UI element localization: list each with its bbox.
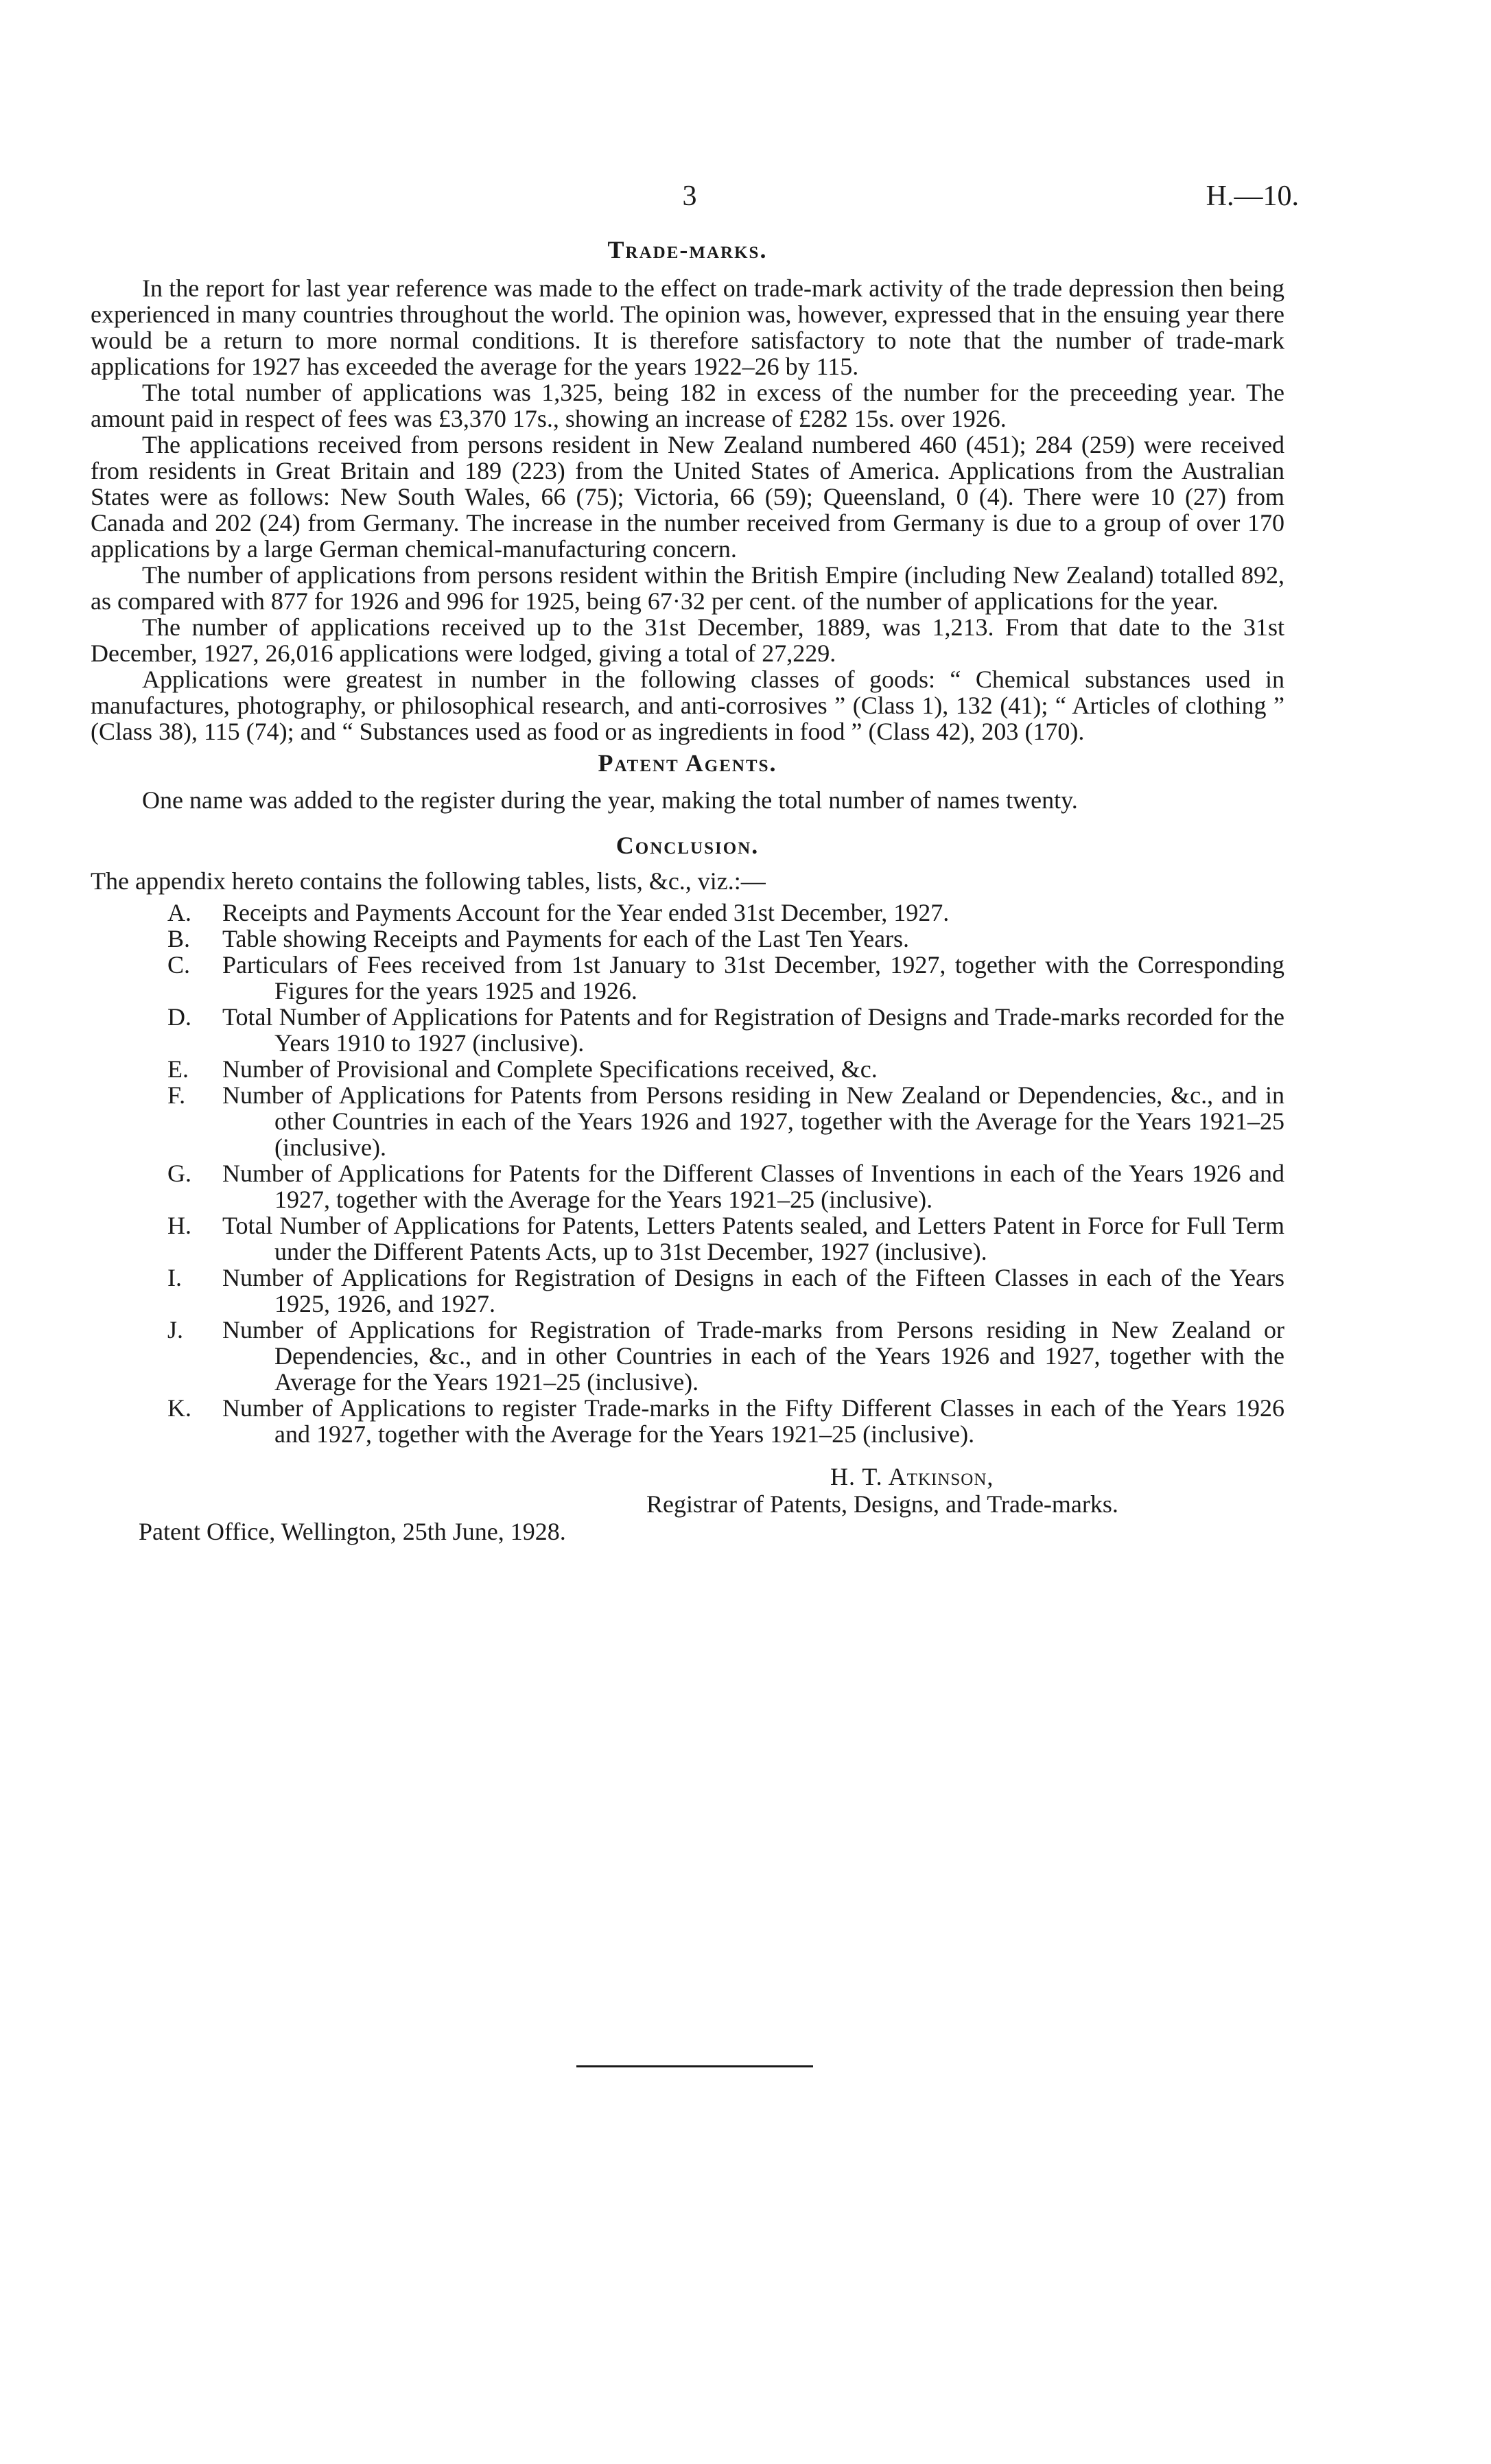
appendix-letter: B. xyxy=(167,925,191,952)
appendix-letter: D. xyxy=(167,1003,191,1031)
trade-marks-paragraph-3: The applications received from persons resident in New Zealand numbered 460 (451); 284 (259) were received from residents in Great Britain and 189 (223) from the United States of America. Applications from the Australian States were as follows: New South Wales, 66 (75); Victoria, 66 (59); Queensland, 0 (4). There were 10 (27) from Canada and 202 (24) from Germany. The increase in the number received from Germany is due to a group of over 170 applications by a large German chemical-manufacturing concern. xyxy=(91,431,1284,563)
document-body xyxy=(91,237,1284,1546)
appendix-item-d xyxy=(91,1004,1284,1056)
trade-marks-paragraph-2: The total number of applications was 1,325, being 182 in excess of the number for the preceeding year. The amount paid in respect of fees was £3,370 17s., showing an increase of £282 15s. over 1926. xyxy=(91,379,1284,432)
appendix-text: Number of Provisional and Complete Specifications received, &c. xyxy=(222,1055,878,1083)
trade-marks-section xyxy=(91,275,1284,744)
signature-block xyxy=(91,1464,1284,1546)
appendix-letter: H. xyxy=(167,1212,191,1239)
appendix-item-h xyxy=(91,1212,1284,1265)
appendix-letter: A. xyxy=(167,899,191,926)
appendix-letter: C. xyxy=(167,951,191,978)
trade-marks-paragraph-6: Applications were greatest in number in the following classes of goods: “ Chemical substances used in manufactures, photography, or philosophical research, and anti-corrosives ” (Class 1), 132 (41); “ Articles of clothing ” (Class 38), 115 (74); and “ Substances used as food or as ingredients in food ” (Class 42), 203 (170). xyxy=(91,666,1284,745)
appendix-letter: F. xyxy=(167,1081,186,1109)
appendix-text: Receipts and Payments Account for the Year ended 31st December, 1927. xyxy=(222,899,950,926)
appendix-item-c xyxy=(91,952,1284,1004)
appendix-list xyxy=(91,900,1284,1447)
appendix-text: Total Number of Applications for Patents, Letters Patents sealed, and Letters Patent in Force for Full Term under the Different Patents Acts, up to 31st December, 1927 (inclusive). xyxy=(222,1212,1284,1265)
page-number: 3 xyxy=(682,180,697,212)
appendix-letter: E. xyxy=(167,1055,189,1083)
appendix-text: Number of Applications for Registration of Trade-marks from Persons residing in New Zealand or Dependencies, &c., and in other Countries in each of the Years 1926 and 1927, together with the Average for the Years 1921–25 (inclusive). xyxy=(222,1316,1284,1396)
trade-marks-paragraph-1: In the report for last year reference was made to the effect on trade-mark activity of the trade depression then being experienced in many countries throughout the world. The opinion was, however, expressed that in the ensuing year there would be a return to more normal conditions. It is therefore satisfactory to note that the number of trade-mark applications for 1927 has exceeded the average for the years 1922–26 by 115. xyxy=(91,274,1284,380)
appendix-text: Number of Applications for Registration of Designs in each of the Fifteen Classes in each of the Years 1925, 1926, and 1927. xyxy=(222,1264,1284,1317)
trade-marks-paragraph-4: The number of applications from persons resident within the British Empire (including New Zealand) totalled 892, as compared with 877 for 1926 and 996 for 1925, being 67·32 per cent. of the number of applications for the year. xyxy=(91,561,1284,615)
document-reference: H.—10. xyxy=(1206,180,1299,212)
appendix-letter: I. xyxy=(167,1264,182,1291)
trade-marks-heading: Trade-marks. xyxy=(607,236,768,263)
appendix-item-a xyxy=(91,900,1284,926)
signatory-title: Registrar of Patents, Designs, and Trade-marks. xyxy=(646,1490,1118,1518)
place-and-date: Patent Office, Wellington, 25th June, 1928. xyxy=(139,1518,566,1545)
appendix-letter: K. xyxy=(167,1394,191,1422)
closing-rule xyxy=(576,2065,813,2067)
appendix-text: Number of Applications to register Trade-marks in the Fifty Different Classes in each of the Years 1926 and 1927, together with the Average for the Years 1921–25 (inclusive). xyxy=(222,1394,1284,1448)
appendix-text: Number of Applications for Patents from Persons residing in New Zealand or Dependencies, &c., and in other Countries in each of the Years 1926 and 1927, together with the Average for the Years 1921–25 (inclusive). xyxy=(222,1081,1284,1161)
appendix-text: Table showing Receipts and Payments for each of the Last Ten Years. xyxy=(222,925,910,952)
appendix-item-k xyxy=(91,1395,1284,1447)
appendix-item-f xyxy=(91,1082,1284,1160)
appendix-item-j xyxy=(91,1317,1284,1395)
appendix-item-i xyxy=(91,1265,1284,1317)
appendix-text: Particulars of Fees received from 1st January to 31st December, 1927, together with the Corresponding Figures for the years 1925 and 1926. xyxy=(222,951,1284,1005)
appendix-text: Number of Applications for Patents for the Different Classes of Inventions in each of the Years 1926 and 1927, together with the Average for the Years 1921–25 (inclusive). xyxy=(222,1160,1284,1213)
appendix-item-e xyxy=(91,1056,1284,1082)
appendix-letter: G. xyxy=(167,1160,191,1187)
appendix-item-g xyxy=(91,1160,1284,1212)
patent-agents-paragraph: One name was added to the register during the year, making the total number of names twenty. xyxy=(142,786,1078,814)
trade-marks-paragraph-5: The number of applications received up to the 31st December, 1889, was 1,213. From that date to the 31st December, 1927, 26,016 applications were lodged, giving a total of 27,229. xyxy=(91,613,1284,667)
conclusion-intro: The appendix hereto contains the following tables, lists, &c., viz.:— xyxy=(91,867,766,895)
appendix-text: Total Number of Applications for Patents and for Registration of Designs and Trade-marks recorded for the Years 1910 to 1927 (inclusive). xyxy=(222,1003,1284,1057)
conclusion-heading: Conclusion. xyxy=(615,832,760,859)
appendix-letter: J. xyxy=(167,1316,184,1344)
patent-agents-heading: Patent Agents. xyxy=(598,749,777,777)
appendix-item-b xyxy=(91,926,1284,952)
signatory-name: H. T. Atkinson, xyxy=(830,1463,994,1490)
